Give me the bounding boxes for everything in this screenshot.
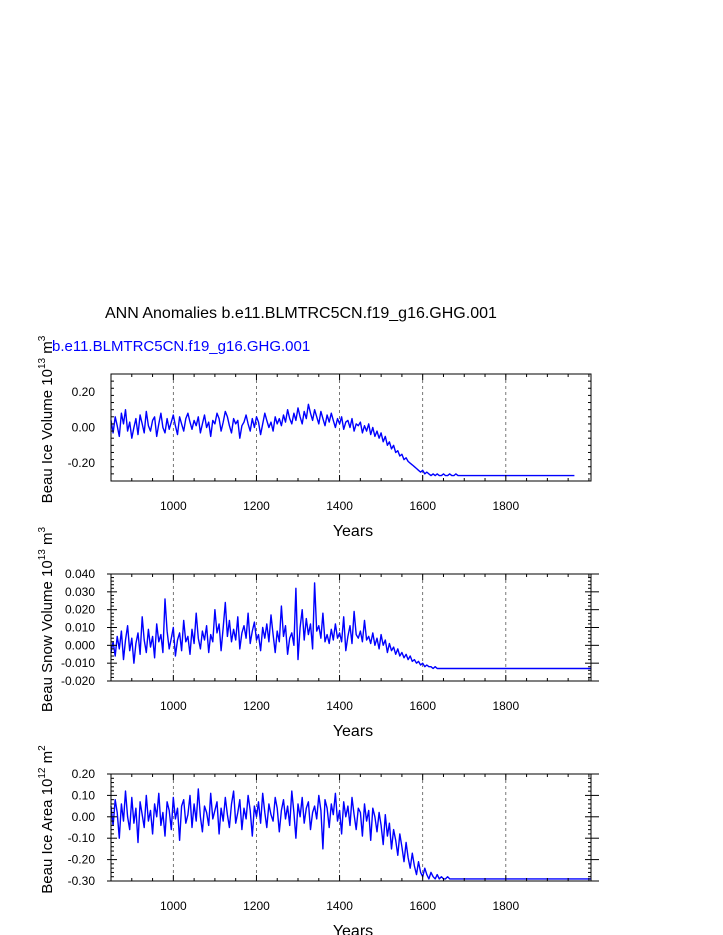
y-tick-label: 0.00 [71, 809, 95, 824]
y-tick-label: -0.020 [60, 674, 95, 688]
y-tick-label: 0.020 [64, 602, 95, 617]
x-tick-label: 1200 [243, 699, 270, 713]
chart-panel-2 [37, 526, 599, 740]
y-tick-label: -0.10 [67, 831, 95, 846]
x-tick-label: 1600 [409, 499, 437, 513]
y-tick-label: -0.20 [67, 456, 95, 471]
x-tick-label: 1800 [492, 499, 520, 513]
y-tick-label: 0.000 [64, 638, 95, 653]
x-tick-label: 1200 [243, 499, 270, 513]
plot-frame [111, 774, 591, 881]
y-tick-label: 0.10 [71, 788, 95, 803]
x-tick-label: 1800 [492, 699, 520, 713]
chart-panel-1 [37, 335, 591, 540]
y-tick-label: -0.30 [67, 874, 95, 888]
y-tick-label: 0.00 [71, 420, 95, 435]
x-axis-label: Years [332, 523, 374, 540]
series-line-1 [111, 404, 574, 475]
x-tick-label: 1600 [409, 699, 437, 713]
x-tick-label: 1200 [243, 899, 270, 913]
y-axis-label: Beau Snow Volume $10^{13}$ $m^3$ [37, 526, 56, 713]
series-line-1 [111, 789, 591, 879]
x-tick-label: 1800 [492, 899, 520, 913]
x-tick-label: 1000 [159, 699, 187, 713]
run-label: b.e11.BLMTRC5CN.f19_g16.GHG.001 [52, 338, 311, 355]
y-axis-label: Beau Ice Volume $10^{13}$ $m^3$ [37, 335, 56, 504]
y-tick-label: -0.20 [67, 852, 95, 867]
x-tick-label: 1000 [159, 899, 187, 913]
y-tick-label: 0.030 [64, 584, 95, 599]
y-tick-label: 0.010 [64, 620, 95, 635]
y-tick-label: 0.20 [71, 384, 95, 399]
x-tick-label: 1400 [326, 699, 353, 713]
y-tick-label: 0.040 [64, 567, 95, 581]
series-line-1 [111, 583, 591, 669]
page-title: ANN Anomalies b.e11.BLMTRC5CN.f19_g16.GHG.001 [105, 305, 497, 322]
x-tick-label: 1000 [159, 499, 187, 513]
x-tick-label: 1600 [409, 899, 437, 913]
y-tick-label: 0.20 [71, 767, 95, 781]
x-axis-label: Years [332, 923, 374, 935]
x-axis-label: Years [332, 723, 374, 740]
y-axis-label: Beau Ice Area $10^{12}$ $m^2$ [37, 745, 56, 894]
x-tick-label: 1400 [326, 499, 353, 513]
chart-panel-3 [37, 745, 599, 935]
x-tick-label: 1400 [326, 899, 353, 913]
y-tick-label: -0.010 [60, 656, 95, 671]
